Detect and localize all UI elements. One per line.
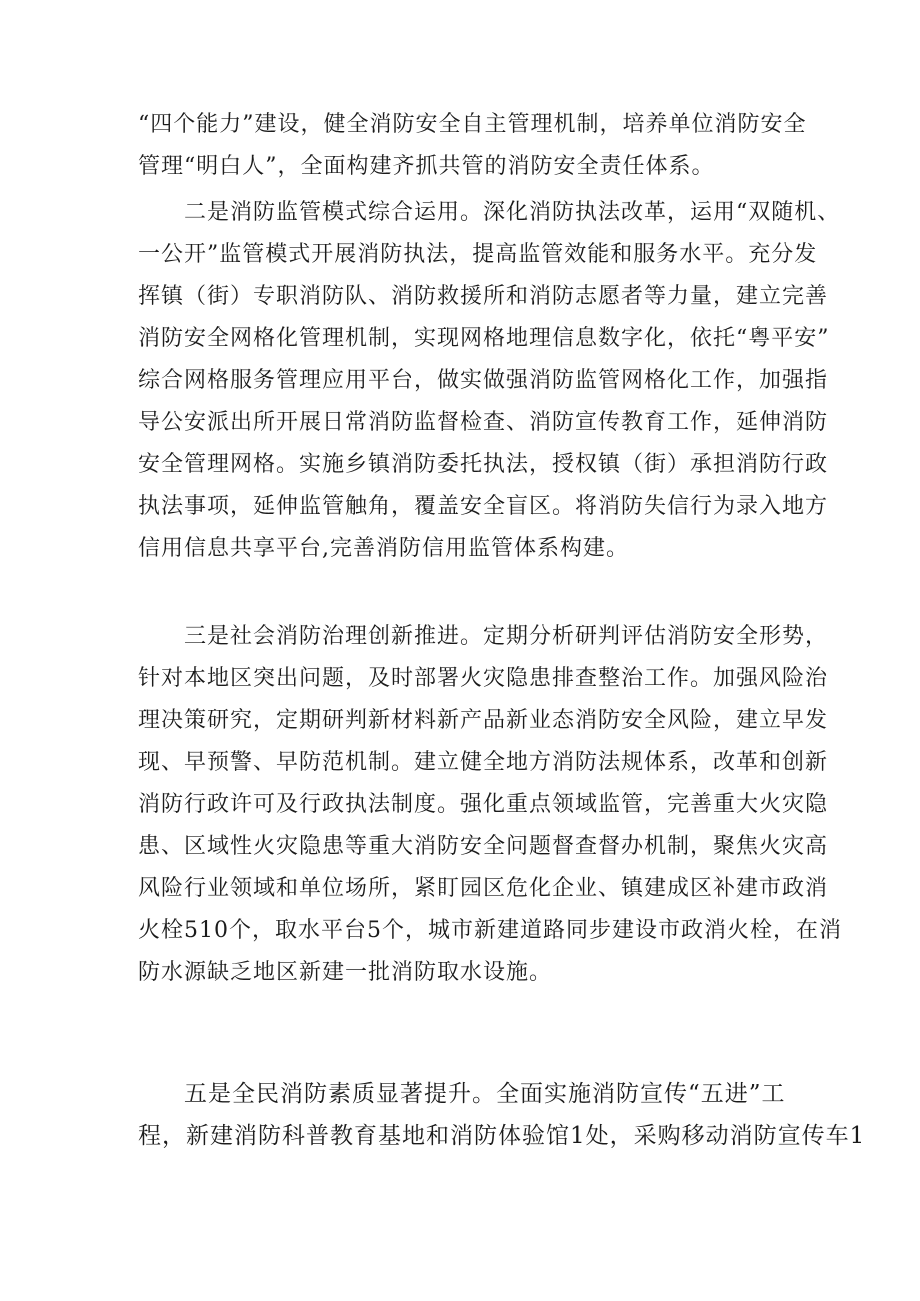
paragraph-line: 挥镇（街）专职消防队、消防救援所和消防志愿者等力量，建立完善 <box>138 284 829 309</box>
paragraph-line: 消防安全网格化管理机制，实现网格地理信息数字化，依托“粤平安” <box>138 326 830 351</box>
paragraph-line: 五是全民消防素质显著提升。全面实施消防宣传“五进”工 <box>184 1081 786 1107</box>
paragraph-line: 执法事项，延伸监管触角，覆盖安全盲区。将消防失信行为录入地方 <box>138 494 829 519</box>
paragraph-2 <box>138 192 841 570</box>
paragraph-line: 二是消防监管模式综合运用。深化消防执法改革，运用“双随机、 <box>184 200 841 225</box>
paragraph-line: 管理“明白人”，全面构建齐抓共管的消防安全责任体系。 <box>138 154 715 179</box>
paragraph-line: 消防行政许可及行政执法制度。强化重点领域监管，完善重大火灾隐 <box>138 792 829 817</box>
paragraph-line: 导公安派出所开展日常消防监督检查、消防宣传教育工作，延伸消防 <box>138 410 829 435</box>
paragraph-line: 信用信息共享平台,完善消防信用监管体系构建。 <box>138 536 629 561</box>
paragraph-line: 理决策研究，定期研判新材料新产品新业态消防安全风险，建立早发 <box>138 708 829 733</box>
paragraph-line: 风险行业领域和单位场所，紧盯园区危化企业、镇建成区补建市政消 <box>138 876 829 901</box>
paragraph-line: 火栓510个，取水平台5个，城市新建道路同步建设市政消火栓，在消 <box>138 918 842 943</box>
paragraph-line: 患、区域性火灾隐患等重大消防安全问题督查督办机制，聚焦火灾高 <box>138 834 829 859</box>
paragraph-line: “四个能力”建设，健全消防安全自主管理机制，培养单位消防安全 <box>138 112 807 137</box>
paragraph-line: 三是社会消防治理创新推进。定期分析研判评估消防安全形势， <box>184 624 829 649</box>
paragraph-line: 综合网格服务管理应用平台，做实做强消防监管网格化工作，加强指 <box>138 368 829 393</box>
paragraph-line: 针对本地区突出问题，及时部署火灾隐患排查整治工作。加强风险治 <box>138 666 829 691</box>
paragraph-3 <box>138 616 842 994</box>
paragraph-line: 一公开”监管模式开展消防执法，提高监管效能和服务水平。充分发 <box>138 242 818 267</box>
paragraph-line: 防水源缺乏地区新建一批消防取水设施。 <box>138 960 553 985</box>
paragraph-line: 现、早预警、早防范机制。建立健全地方消防法规体系，改革和创新 <box>138 750 829 775</box>
paragraph-1 <box>138 104 807 188</box>
paragraph-line: 安全管理网格。实施乡镇消防委托执法，授权镇（街）承担消防行政 <box>138 452 829 477</box>
paragraph-line: 程，新建消防科普教育基地和消防体验馆1处，采购移动消防宣传车1 <box>138 1123 866 1149</box>
paragraph-4 <box>138 1073 866 1157</box>
